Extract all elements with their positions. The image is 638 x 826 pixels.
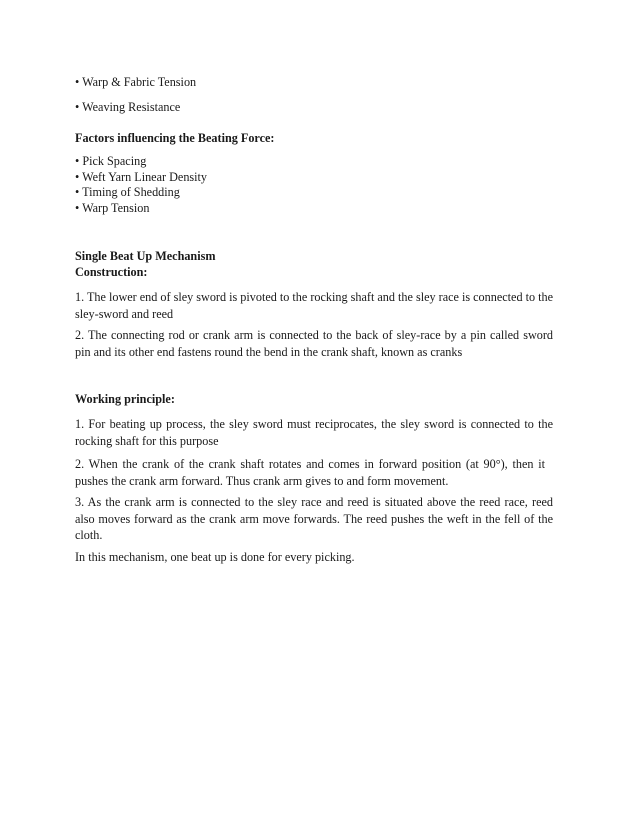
mechanism-title: Single Beat Up Mechanism: [75, 249, 216, 263]
working-point-1: 1. For beating up process, the sley sword must reciprocates, the sley sword is connected to the rocking shaft for this purpose: [75, 417, 553, 448]
working-point-2: 2. When the crank of the crank shaft rotates and comes in forward position (at 90°), then it pushes the crank arm forward. Thus crank arm gives to and form movement.: [75, 457, 545, 488]
factor-item-pick-spacing: • Pick Spacing: [75, 154, 147, 168]
working-point-3: 3. As the crank arm is connected to the sley race and reed is situated above the reed race, reed also moves forward as the crank arm move forwards. The reed pushes the weft in the fell of the cloth.: [75, 495, 553, 542]
factor-item-weft-yarn-density: • Weft Yarn Linear Density: [75, 169, 208, 184]
bullet-weaving-resistance: • Weaving Resistance: [75, 100, 181, 114]
working-heading: Working principle:: [75, 392, 175, 406]
working-conclusion: In this mechanism, one beat up is done for every picking.: [75, 550, 355, 564]
construction-point-2: 2. The connecting rod or crank arm is connected to the back of sley-race by a pin called sword pin and its other end fastens round the bend in the crank shaft, known as cranks: [75, 328, 553, 359]
factor-item-warp-tension: • Warp Tension: [75, 200, 150, 215]
factors-heading: Factors influencing the Beating Force:: [75, 131, 275, 145]
construction-heading: Construction:: [75, 265, 148, 279]
factor-item-timing-of-shedding: • Timing of Shedding: [75, 185, 180, 199]
factors-list: [75, 154, 207, 216]
bullet-warp-fabric-tension: • Warp & Fabric Tension: [75, 75, 197, 89]
construction-point-1: 1. The lower end of sley sword is pivoted to the rocking shaft and the sley race is connected to the sley-sword and reed: [75, 290, 554, 321]
